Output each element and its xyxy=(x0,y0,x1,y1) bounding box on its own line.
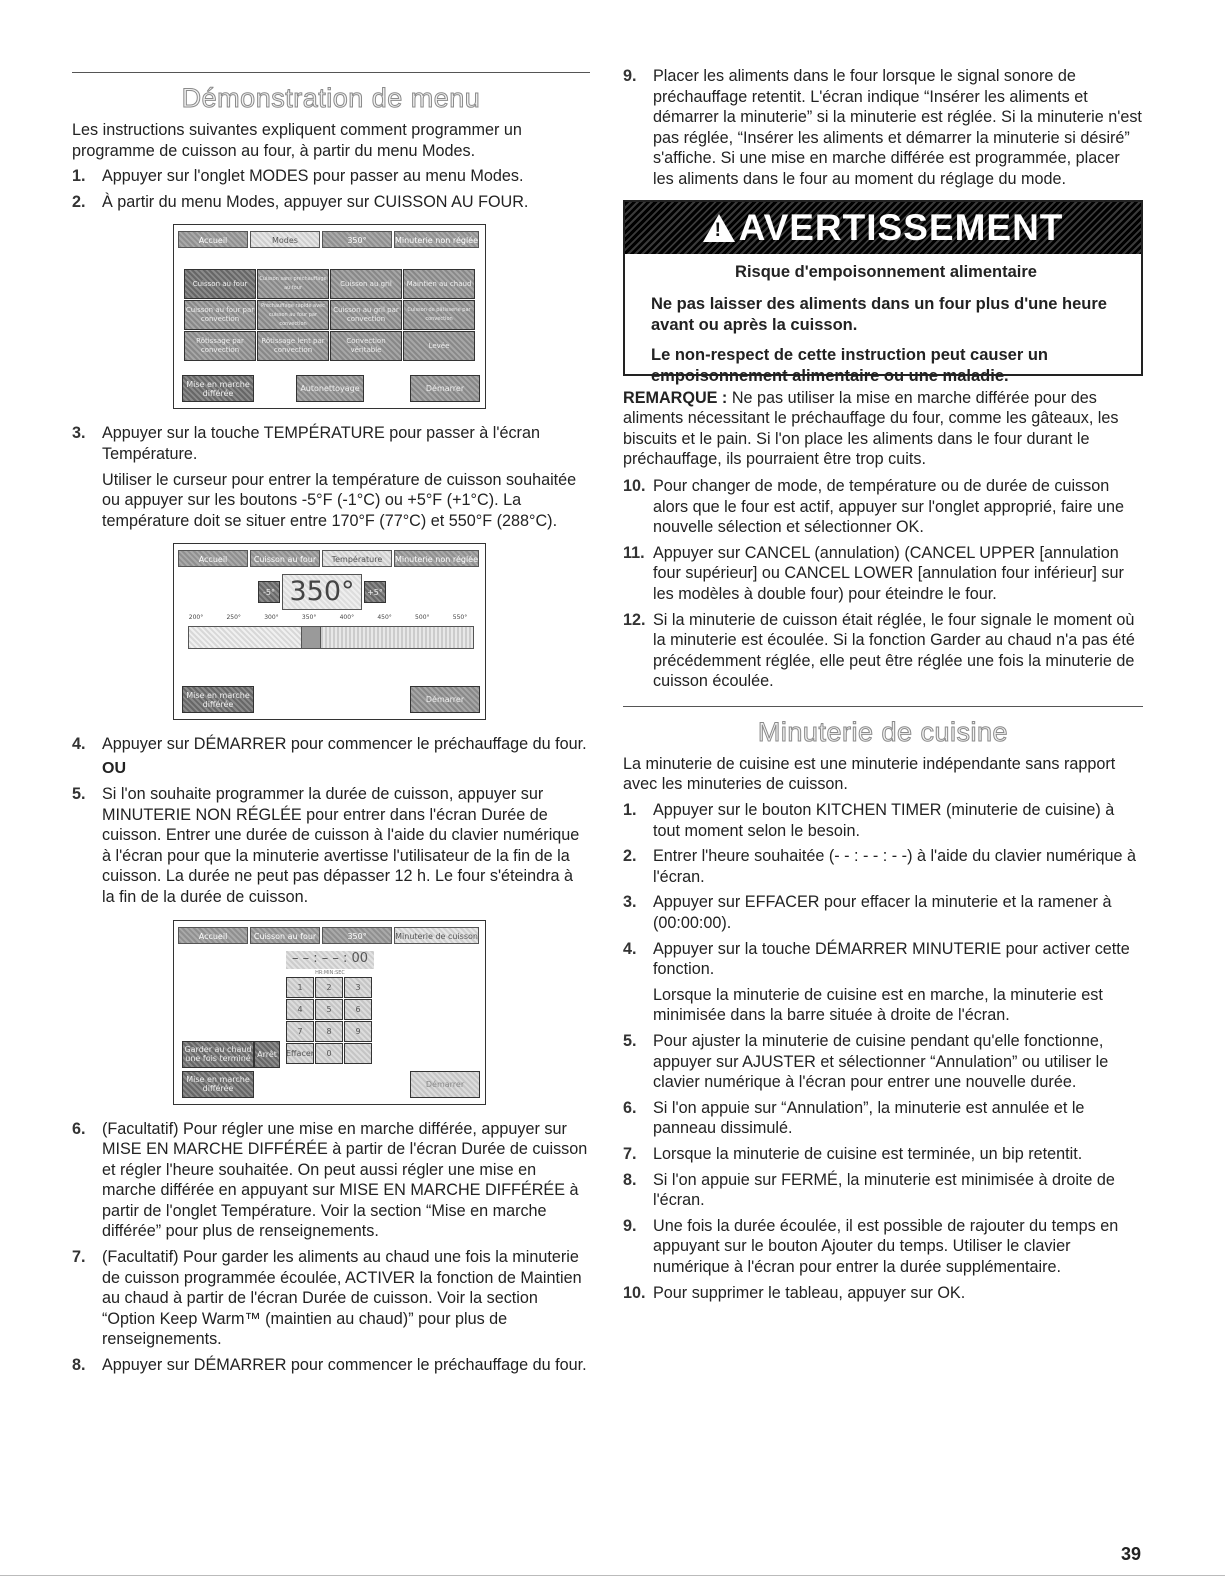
mode-button[interactable]: Cuisson au four par convection xyxy=(184,300,256,330)
list-item: 10. Pour changer de mode, de température ou de durée de cuisson alors que le four est actif, appuyer sur l'onglet approprié, faire une nouvelle sélection et sélectionner OK. xyxy=(623,476,1125,537)
tab-accueil[interactable]: Accueil xyxy=(178,927,248,944)
slider-thumb[interactable] xyxy=(301,626,321,649)
page-number: 39 xyxy=(1120,1544,1141,1564)
list-item: 10. Pour supprimer le tableau, appuyer sur OK. xyxy=(623,1283,966,1302)
list-item: 9. Une fois la durée écoulée, il est possible de rajouter du temps en appuyant sur le bouton Ajouter du temps. Utiliser le clavier numérique à l'écran pour entrer la durée supplémentaire. xyxy=(623,1216,1119,1276)
list-item: 7. (Facultatif) Pour garder les aliments au chaud une fois la minuterie de cuisson programmée écoulée, ACTIVER la fonction de Maintien au chaud à partir de l'écran Durée de cuisson. Voir la section “Option Keep Warm™ (maintien au chaud)” pour plus de renseignements. xyxy=(72,1248,582,1349)
list-item: 5. Si l'on souhaite programmer la durée de cuisson, appuyer sur MINUTERIE NON RÉGLÉE pour entrer dans l'écran Durée de cuisson. Entrer une durée de cuisson à l'aide du clavier numérique à l'écran pour que la minuterie avertisse l'utilisateur de la fin de la cuisson. La durée ne peut pas dépasser 12 h. Le four s'éteindra à la fin de la durée de cuisson. xyxy=(72,784,580,906)
list-item: 8. Si l'on appuie sur FERMÉ, la minuterie est minimisée à droite de l'écran. xyxy=(623,1170,1115,1210)
note-label: REMARQUE : xyxy=(623,388,728,407)
scale-tick-label: 200° xyxy=(188,614,204,622)
section-rule xyxy=(72,72,590,73)
warning-line: Ne pas laisser des aliments dans un four plus d'une heure avant ou après la cuisson. xyxy=(651,294,1107,334)
list-item: 1. Appuyer sur l'onglet MODES pour passer au menu Modes. xyxy=(72,167,524,186)
delay-start-button[interactable]: Mise en marche différée xyxy=(182,1071,254,1098)
left-column xyxy=(72,60,590,1381)
tab-temperature[interactable]: 350° xyxy=(322,231,392,248)
tab-modes[interactable]: Modes xyxy=(250,231,320,248)
warning-triangle-icon xyxy=(703,214,735,242)
keypad-key[interactable]: 1 xyxy=(286,977,314,998)
modes-screen-figure xyxy=(173,224,486,409)
list-item: 3. Appuyer sur EFFACER pour effacer la minuterie et la ramener à (00:00:00). xyxy=(623,893,1112,933)
delay-start-button[interactable]: Mise en marche différée xyxy=(182,375,254,402)
warning-body xyxy=(625,254,1141,387)
keypad-key[interactable]: 2 xyxy=(315,977,343,998)
warning-title: ! AVERTISSEMENT xyxy=(703,207,1064,249)
temperature-screen-figure xyxy=(173,543,486,720)
start-button[interactable]: Démarrer xyxy=(410,375,480,402)
cook-time-screen-figure xyxy=(173,920,486,1105)
or-label: OU xyxy=(102,759,126,777)
tab-temperature[interactable]: 350° xyxy=(322,927,392,944)
list-item: 4. Appuyer sur DÉMARRER pour commencer le préchauffage du four. xyxy=(72,735,587,754)
mode-button[interactable]: Levée xyxy=(403,331,475,361)
instruction-paragraph: Lorsque la minuterie de cuisine est en marche, la minuterie est minimisée dans la barre située à droite de l'écran. xyxy=(653,985,1103,1025)
note-paragraph: REMARQUE : Ne pas utiliser la mise en marche différée pour des aliments nécessitant le préchauffage du four, comme les gâteaux, les biscuits et le pain. Si l'on place les aliments dans le four durant le préchauffage, ils pourraient être trop cuits. xyxy=(623,388,1119,469)
stop-button[interactable]: Arrêt xyxy=(254,1041,280,1068)
scale-tick-label: 550° xyxy=(452,614,468,622)
warning-box xyxy=(623,200,1143,385)
instruction-paragraph: Utiliser le curseur pour entrer la température de cuisson souhaitée ou appuyer sur les boutons -5°F (-1°C) ou +5°F (+1°C). La température doit se situer entre 170°F (77°C) et 550°F (288°C). xyxy=(102,470,577,530)
intro-paragraph: Les instructions suivantes expliquent comment programmer un programme de cuisson au four, à partir du menu Modes. xyxy=(72,121,522,160)
list-item: 12. Si la minuterie de cuisson était réglée, le four signale le moment où la minuterie est écoulée. Si la fonction Garder au chaud n'a pas été précédemment réglée, elle peut être réglée une fois la minuterie de cuisson écoulée. xyxy=(623,610,1135,691)
self-clean-button[interactable]: Autonettoyage xyxy=(296,375,364,402)
scale-tick-label: 300° xyxy=(264,614,279,622)
tab-accueil[interactable]: Accueil xyxy=(178,231,248,248)
right-column xyxy=(623,66,1143,1308)
warning-line: Le non-respect de cette instruction peut causer un empoisonnement alimentaire ou une maladie. xyxy=(651,345,1048,385)
tab-bake[interactable]: Cuisson au four xyxy=(250,550,320,567)
mode-button[interactable]: Rôtissage lent par convection xyxy=(257,331,329,361)
keep-warm-button[interactable]: Garder au chaud une fois terminé xyxy=(182,1041,254,1068)
mode-button[interactable]: Cuisson de pâtisserie par convection xyxy=(403,300,475,330)
timer-display: – – : – – : 00 xyxy=(286,951,374,969)
tab-cook-timer[interactable]: Minuterie de cuisson xyxy=(394,927,479,944)
keypad-key[interactable]: 7 xyxy=(286,1021,314,1042)
list-item: 11. Appuyer sur CANCEL (annulation) (CANCEL UPPER [annulation four supérieur] ou CANCEL LOWER [annulation four inférieur] sur les modèles à double four) pour éteindre le four. xyxy=(623,543,1124,603)
temperature-slider[interactable] xyxy=(188,626,474,649)
scale-tick-label: 350° xyxy=(301,614,317,622)
scale-tick-label: 400° xyxy=(339,614,355,622)
keypad-key[interactable]: 3 xyxy=(344,977,372,998)
section-title-menu-demo: Démonstration de menu xyxy=(181,83,481,113)
list-item: 9. Placer les aliments dans le four lorsque le signal sonore de préchauffage retentit. L'écran indique “Insérer les aliments et démarrer la minuterie” si la minuterie est réglée. Si la minuterie n'est pas réglée, “Insérer les aliments et démarrer la minuterie si désiré” s'affiche. Si une mise en marche différée est programmée, placer les aliments dans le four au moment du réglage du mode. xyxy=(623,67,1142,188)
keypad-key[interactable]: 8 xyxy=(315,1021,343,1042)
start-button[interactable]: Démarrer xyxy=(410,1071,480,1098)
page-bottom-rule xyxy=(0,1575,1225,1576)
mode-button[interactable]: Cuisson au four xyxy=(184,269,256,299)
start-button[interactable]: Démarrer xyxy=(410,686,480,713)
keypad-key[interactable] xyxy=(344,1043,372,1064)
tab-temperature[interactable]: Température xyxy=(322,550,392,567)
mode-button[interactable]: Convection véritable xyxy=(330,331,402,361)
temperature-display: 350° xyxy=(282,574,362,610)
screen-tab-bar xyxy=(178,550,481,567)
keypad-key[interactable]: 6 xyxy=(344,999,372,1020)
mode-button[interactable]: Rôtissage par convection xyxy=(184,331,256,361)
slider-fill xyxy=(189,627,310,648)
list-item: 5. Pour ajuster la minuterie de cuisine pendant qu'elle fonctionne, appuyer sur AJUSTER et sélectionner “Annulation” ou utiliser le clavier numérique à l'écran pour entrer une nouvelle durée. xyxy=(623,1032,1109,1092)
scale-tick-label: 250° xyxy=(226,614,241,622)
mode-button[interactable]: Cuisson au gril xyxy=(330,269,402,299)
plus-5-button[interactable]: +5° xyxy=(364,581,386,603)
section-rule xyxy=(623,706,1143,707)
temperature-scale xyxy=(188,614,472,624)
list-item: 8. Appuyer sur DÉMARRER pour commencer le préchauffage du four. xyxy=(72,1356,587,1375)
intro-paragraph: La minuterie de cuisine est une minuterie indépendante sans rapport avec les minuteries de cuisson. xyxy=(623,754,1116,794)
scale-tick-label: 450° xyxy=(377,614,392,622)
keypad-key[interactable]: 9 xyxy=(344,1021,372,1042)
mode-button[interactable]: Cuisson au gril par convection xyxy=(330,300,402,330)
tab-accueil[interactable]: Accueil xyxy=(178,550,248,567)
screen-tab-bar xyxy=(178,927,481,944)
mode-button[interactable]: Cuisson sans préchauffage au four xyxy=(257,269,329,299)
tab-timer[interactable]: Minuterie non réglée xyxy=(394,231,479,248)
list-item: 2. Entrer l'heure souhaitée (- - : - - : - -) à l'aide du clavier numérique à l'écran. xyxy=(623,847,1137,886)
screen-tab-bar xyxy=(178,231,481,248)
keypad-key[interactable]: 4 xyxy=(286,999,314,1020)
tab-bake[interactable]: Cuisson au four xyxy=(250,927,320,944)
timer-unit-label: HR:MIN:SEC xyxy=(315,969,345,976)
warning-heading: Risque d'empoisonnement alimentaire xyxy=(735,262,1037,281)
list-item: 4. Appuyer sur la touche DÉMARRER MINUTERIE pour activer cette fonction. xyxy=(623,939,1130,979)
list-item: 3. Appuyer sur la touche TEMPÉRATURE pour passer à l'écran Température. xyxy=(72,424,540,463)
minus-5-button[interactable]: -5° xyxy=(258,581,280,603)
tab-timer[interactable]: Minuterie non réglée xyxy=(394,550,479,567)
section-title-kitchen-timer: Minuterie de cuisine xyxy=(757,716,1009,747)
list-item: 6. Si l'on appuie sur “Annulation”, la minuterie est annulée et le panneau dissimulé. xyxy=(623,1098,1085,1138)
list-item: 2. À partir du menu Modes, appuyer sur CUISSON AU FOUR. xyxy=(72,192,529,211)
mode-button[interactable]: Maintien au chaud xyxy=(403,269,475,299)
keypad-key[interactable]: 0 xyxy=(315,1043,343,1064)
scale-tick-label: 500° xyxy=(415,614,430,622)
list-item: 6. (Facultatif) Pour régler une mise en marche différée, appuyer sur MISE EN MARCHE DIFFÉRÉE à partir de l'écran Durée de cuisson et régler l'heure souhaitée. On peut aussi régler une mise en marche différée en appuyant sur MISE EN MARCHE DIFFÉRÉE à partir de l'onglet Température. Voir la section “Mise en marche différée” pour plus de renseignements. xyxy=(72,1119,588,1241)
warning-header xyxy=(625,202,1141,254)
list-item: 7. Lorsque la minuterie de cuisine est terminée, un bip retentit. xyxy=(623,1144,1083,1163)
keypad-key[interactable]: Effacer xyxy=(286,1043,314,1064)
mode-button[interactable]: Préchauffage rapide avec cuisson au four par convection xyxy=(257,300,329,330)
list-item: 1. Appuyer sur le bouton KITCHEN TIMER (minuterie de cuisine) à tout moment selon le besoin. xyxy=(623,801,1115,840)
delay-start-button[interactable]: Mise en marche différée xyxy=(182,686,254,713)
keypad-key[interactable]: 5 xyxy=(315,999,343,1020)
